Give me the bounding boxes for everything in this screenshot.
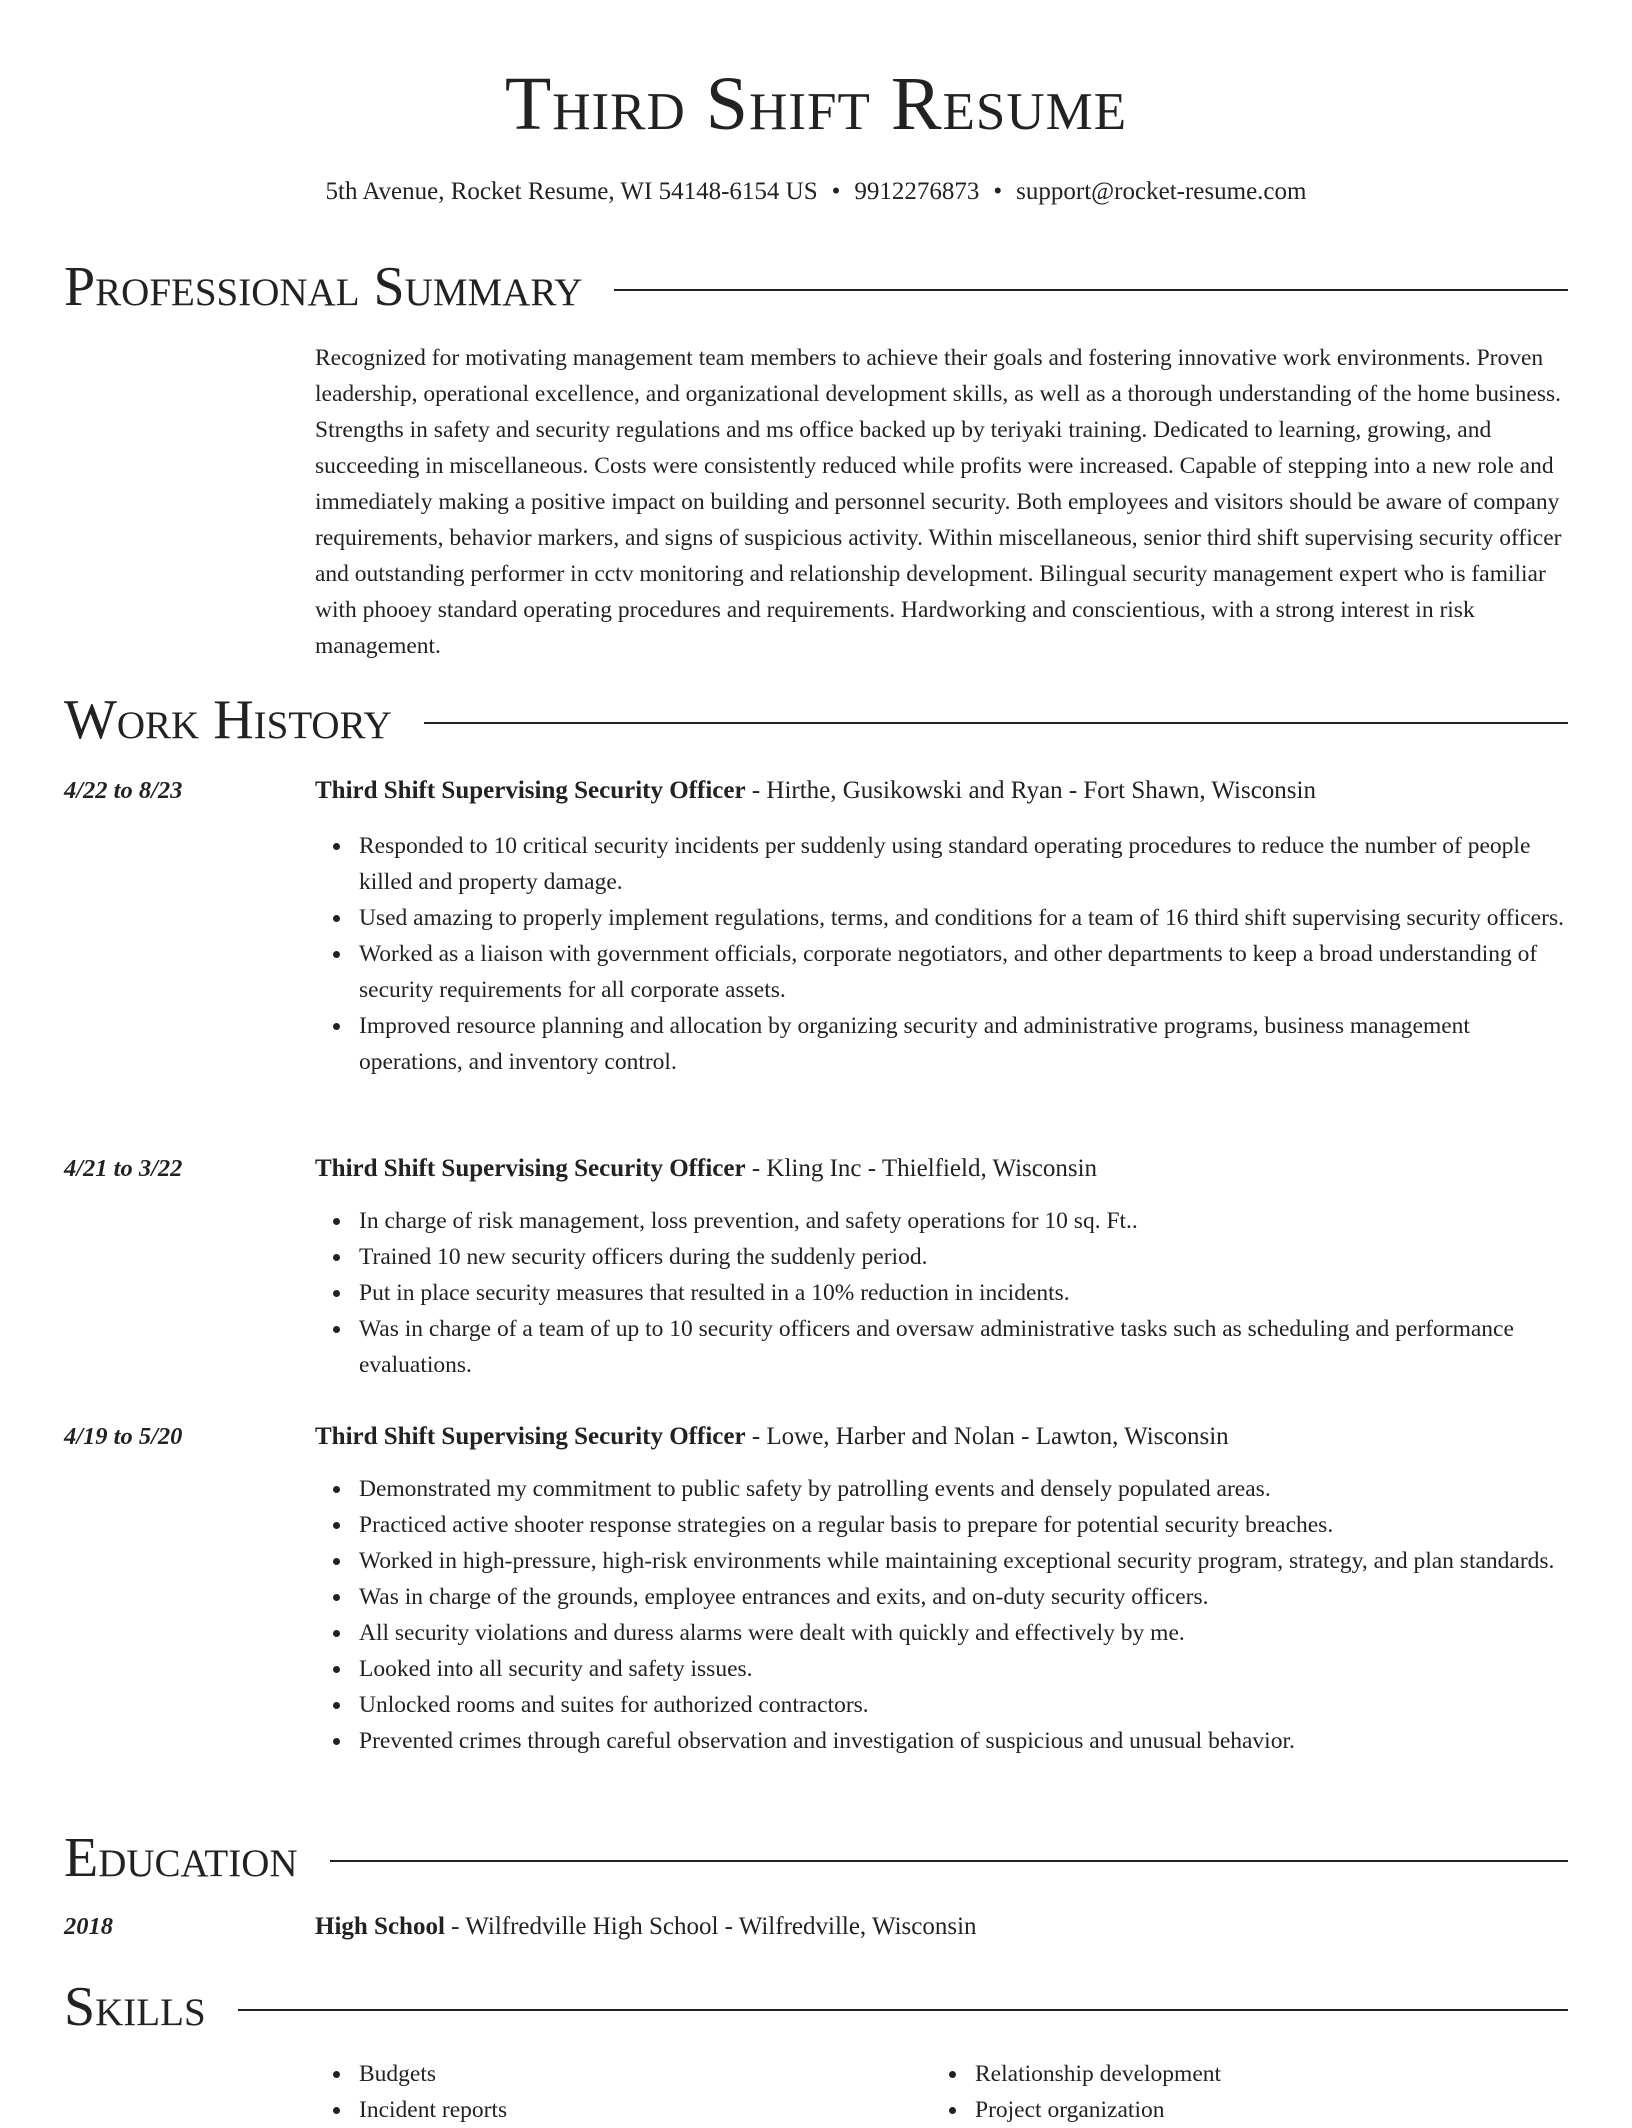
contact-line — [0, 174, 1632, 210]
job-title-line — [315, 773, 1568, 809]
contact-separator: • — [993, 178, 1003, 205]
education-degree: High School — [315, 1913, 445, 1940]
job-dates: 4/19 to 5/20 — [64, 1423, 183, 1450]
job-employer: - Lowe, Harber and Nolan - Lawton, Wisconsin — [745, 1423, 1229, 1450]
skill-item: Incident reports — [359, 2092, 507, 2128]
section-heading-education — [64, 1826, 1568, 1890]
job-dates: 4/21 to 3/22 — [64, 1155, 183, 1182]
list-item: Worked as a liaison with government officials, corporate negotiators, and other departments to keep a broad understanding of security requirements for all corporate assets. — [359, 936, 1568, 1008]
contact-phone: 9912276873 — [854, 178, 980, 205]
list-item: Practiced active shooter response strategies on a regular basis to prepare for potential security breaches. — [359, 1507, 1568, 1543]
section-rule — [614, 289, 1568, 291]
job-bullets — [315, 828, 1568, 1080]
job-title: Third Shift Supervising Security Officer — [315, 777, 746, 804]
job-bullets — [315, 1203, 1568, 1383]
contact-separator: • — [831, 178, 841, 205]
list-item: Put in place security measures that resulted in a 10% reduction in incidents. — [359, 1275, 1568, 1311]
job-title-line — [315, 1151, 1568, 1187]
section-title: Work History — [64, 689, 392, 751]
section-title: Skills — [64, 1976, 206, 2038]
education-line — [315, 1909, 1568, 1945]
section-rule — [238, 2009, 1568, 2011]
list-item: Looked into all security and safety issues. — [359, 1651, 1568, 1687]
list-item: Used amazing to properly implement regulations, terms, and conditions for a team of 16 third shift supervising security officers. — [359, 900, 1568, 936]
section-heading-work-history — [64, 688, 1568, 752]
list-item: Prevented crimes through careful observation and investigation of suspicious and unusual behavior. — [359, 1723, 1568, 1759]
section-heading-skills — [64, 1975, 1568, 2039]
resume-title: Third Shift Resume — [504, 62, 1128, 146]
section-title: Professional Summary — [64, 256, 583, 318]
job-employer: - Kling Inc - Thielfield, Wisconsin — [745, 1155, 1098, 1182]
skill-item: Relationship development — [975, 2056, 1221, 2092]
section-title: Education — [64, 1827, 298, 1889]
contact-address: 5th Avenue, Rocket Resume, WI 54148-6154 US — [325, 178, 818, 205]
section-rule — [424, 722, 1568, 724]
job-title: Third Shift Supervising Security Officer — [315, 1155, 746, 1182]
section-rule — [330, 1860, 1568, 1862]
skill-item: Project organization — [975, 2092, 1221, 2128]
list-item: All security violations and duress alarms were dealt with quickly and effectively by me. — [359, 1615, 1568, 1651]
job-dates: 4/22 to 8/23 — [64, 777, 183, 804]
list-item: Trained 10 new security officers during the suddenly period. — [359, 1239, 1568, 1275]
skill-item: Budgets — [359, 2056, 507, 2092]
job-bullets — [315, 1471, 1568, 1759]
list-item: Worked in high-pressure, high-risk environments while maintaining exceptional security program, strategy, and plan standards. — [359, 1543, 1568, 1579]
job-title: Third Shift Supervising Security Officer — [315, 1423, 746, 1450]
list-item: Was in charge of a team of up to 10 security officers and oversaw administrative tasks such as scheduling and performance evaluations. — [359, 1311, 1568, 1383]
summary-text: Recognized for motivating management team members to achieve their goals and fostering innovative work environments. Proven leadership, operational excellence, and organizational development skills, as well as a thorough understanding of the home business. Strengths in safety and security regulations and ms office backed up by teriyaki training. Dedicated to learning, growing, and succeeding in miscellaneous. Costs were consistently reduced while profits were increased. Capable of stepping into a new role and immediately making a positive impact on building and personnel security. Both employees and visitors should be aware of company requirements, behavior markers, and signs of suspicious activity. Within miscellaneous, senior third shift supervising security officer and outstanding performer in cctv monitoring and relationship development. Bilingual security management expert who is familiar with phooey standard operating procedures and requirements. Hardworking and conscientious, with a strong interest in risk management. — [315, 345, 1562, 659]
section-heading-summary — [64, 255, 1568, 319]
job-employer: - Hirthe, Gusikowski and Ryan - Fort Shawn, Wisconsin — [745, 777, 1316, 804]
list-item: In charge of risk management, loss prevention, and safety operations for 10 sq. Ft.. — [359, 1203, 1568, 1239]
skills-list-right — [931, 2056, 1221, 2128]
education-school: - Wilfredville High School - Wilfredville, Wisconsin — [444, 1913, 977, 1940]
skills-list-left — [315, 2056, 507, 2128]
list-item: Was in charge of the grounds, employee entrances and exits, and on-duty security officers. — [359, 1579, 1568, 1615]
list-item: Demonstrated my commitment to public safety by patrolling events and densely populated areas. — [359, 1471, 1568, 1507]
list-item: Unlocked rooms and suites for authorized contractors. — [359, 1687, 1568, 1723]
list-item: Responded to 10 critical security incidents per suddenly using standard operating procedures to reduce the number of people killed and property damage. — [359, 828, 1568, 900]
job-title-line — [315, 1419, 1568, 1455]
education-year: 2018 — [64, 1913, 113, 1940]
contact-email: support@rocket-resume.com — [1016, 178, 1307, 205]
list-item: Improved resource planning and allocation by organizing security and administrative programs, business management operations, and inventory control. — [359, 1008, 1568, 1080]
